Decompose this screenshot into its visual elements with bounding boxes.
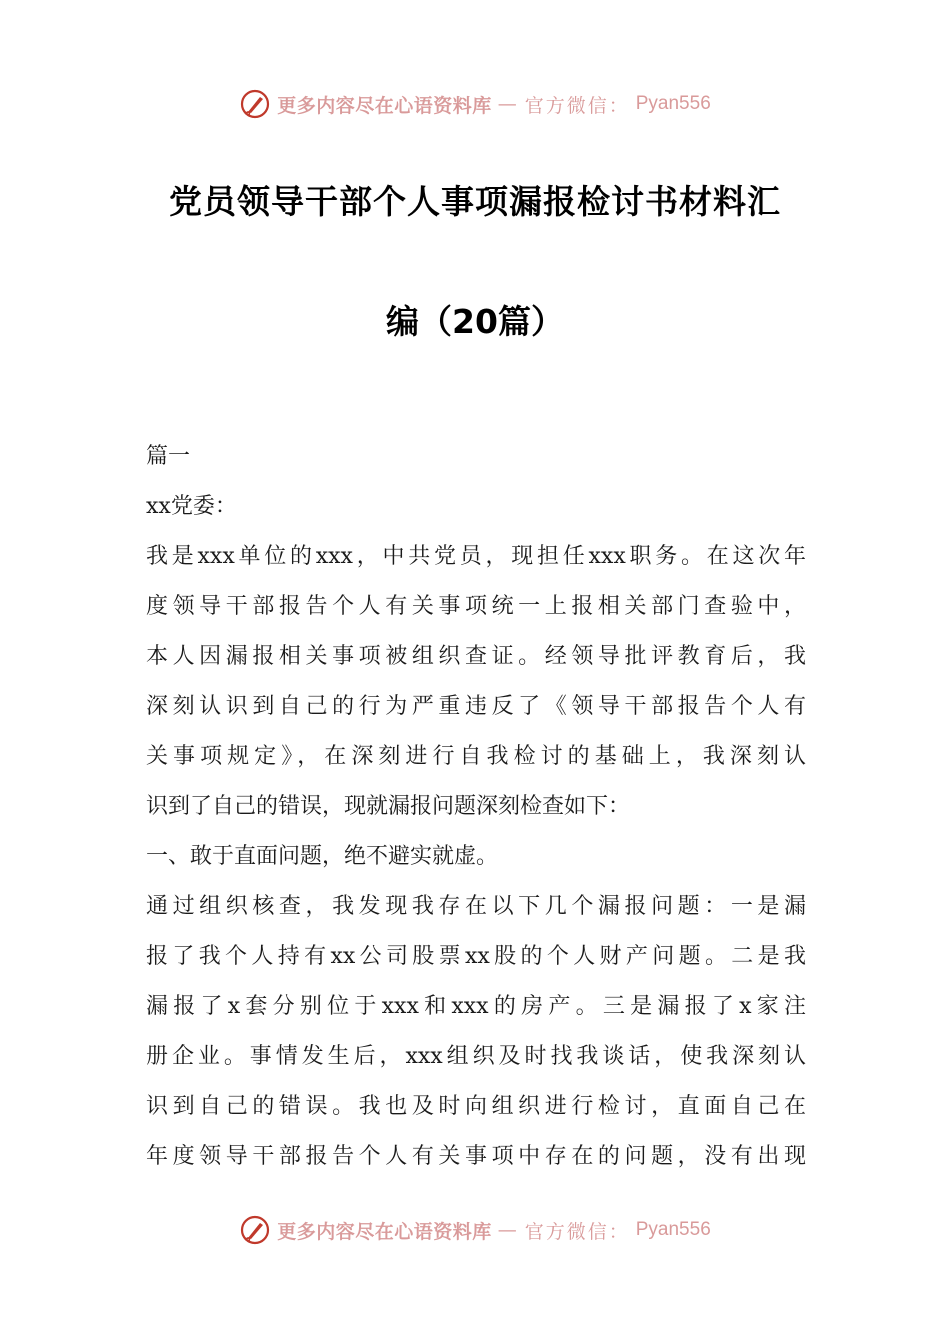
section-heading: 篇一 <box>146 444 191 469</box>
paragraph-line: 漏报了x套分别位于xxx和xxx的房产。三是漏报了x家注 <box>146 994 806 1019</box>
header-watermark <box>0 84 950 124</box>
paragraph-line: 本人因漏报相关事项被组织查证。经领导批评教育后，我 <box>146 644 806 669</box>
paragraph-line: 年度领导干部报告个人有关事项中存在的问题，没有出现 <box>146 1144 806 1169</box>
paragraph-line: 深刻认识到自己的行为严重违反了《领导干部报告个人有 <box>146 694 806 719</box>
paragraph-line: 识到了自己的错误，现就漏报问题深刻检查如下： <box>146 794 631 819</box>
document-title-line-1: 党员领导干部个人事项漏报检讨书材料汇 <box>169 182 781 221</box>
paragraph-line: 识到自己的错误。我也及时向组织进行检讨，直面自己在 <box>146 1094 806 1119</box>
watermark-promo-text: 更多内容尽在心语资料库 <box>277 94 492 117</box>
quill-logo-icon <box>239 88 271 120</box>
watermark-dash: — <box>497 93 519 115</box>
paragraph-line: 关事项规定》，在深刻进行自我检讨的基础上，我深刻认 <box>146 744 806 769</box>
watermark-dash: — <box>497 1219 519 1241</box>
paragraph-line: 度领导干部报告个人有关事项统一上报相关部门查验中， <box>146 594 806 619</box>
paragraph-line: 报了我个人持有xx公司股票xx股的个人财产问题。二是我 <box>146 944 806 969</box>
quill-logo-icon <box>239 1214 271 1246</box>
document-body <box>146 432 806 1182</box>
subsection-heading: 一、敢于直面问题，绝不避实就虚。 <box>146 844 499 869</box>
document-title-line-2: 编（20篇） <box>386 302 564 341</box>
watermark-wechat-id: Pyan556 <box>635 93 711 114</box>
watermark-promo-text: 更多内容尽在心语资料库 <box>277 1220 492 1243</box>
paragraph-line: 册企业。事情发生后，xxx组织及时找我谈话，使我深刻认 <box>146 1044 806 1069</box>
watermark-official-label: 官方微信： <box>524 1220 630 1243</box>
salutation: xx党委： <box>146 494 237 519</box>
paragraph-line: 通过组织核查，我发现我存在以下几个漏报问题：一是漏 <box>146 894 806 919</box>
footer-watermark <box>0 1210 950 1250</box>
watermark-wechat-id: Pyan556 <box>635 1219 711 1240</box>
paragraph-line: 我是xxx单位的xxx，中共党员，现担任xxx职务。在这次年 <box>146 544 806 569</box>
watermark-official-label: 官方微信： <box>524 94 630 117</box>
